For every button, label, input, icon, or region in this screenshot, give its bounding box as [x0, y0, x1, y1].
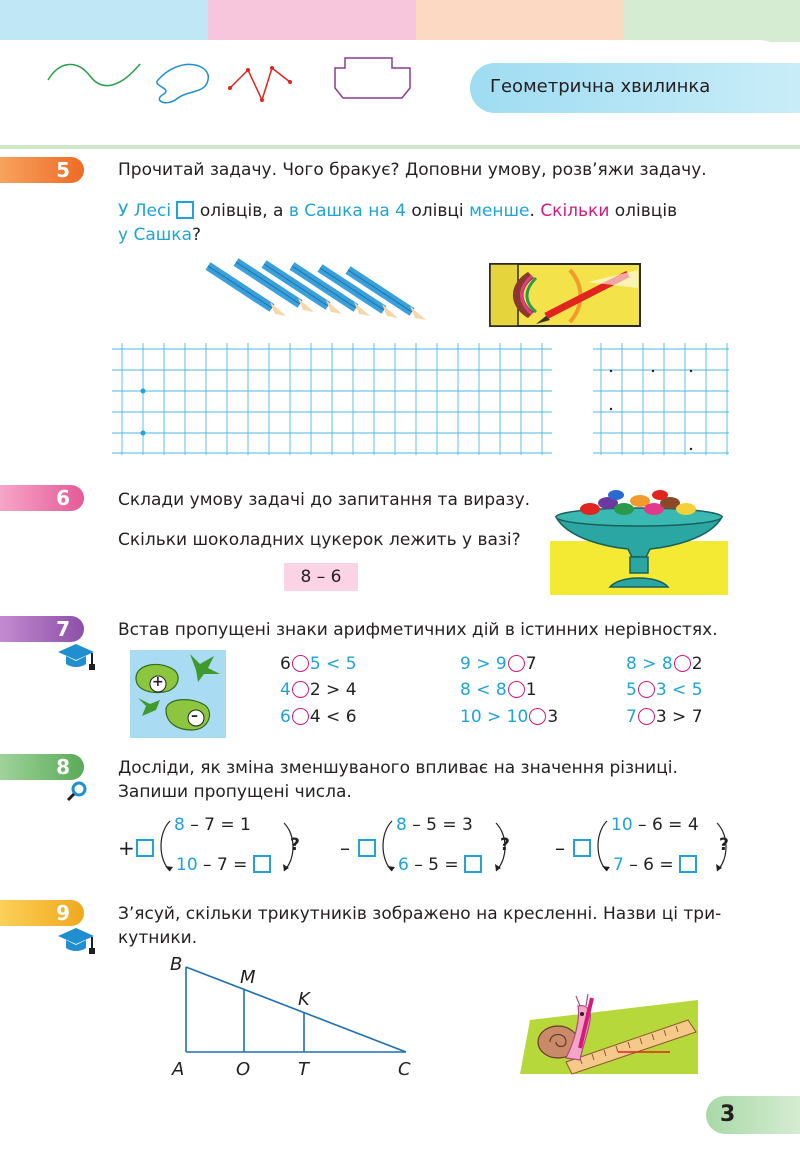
magnifier-icon — [66, 780, 88, 802]
graduation-cap-icon — [56, 926, 98, 954]
inequality — [460, 678, 537, 702]
task-8-line-2: Запиши пропущені числа. — [118, 782, 352, 802]
equation-top — [174, 815, 251, 835]
blank-circle[interactable] — [292, 655, 309, 672]
task-7-number: 7 — [0, 616, 84, 642]
equation-bottom — [398, 855, 482, 875]
inequality — [280, 705, 357, 729]
eq-bot-b: – 5 = — [408, 855, 459, 875]
blank-circle[interactable] — [292, 681, 309, 698]
task-9-number: 9 — [0, 900, 84, 926]
task-6-line-1: Склади умову задачі до запитання та виразу. — [118, 490, 531, 510]
task-5-number: 5 — [0, 157, 84, 183]
eq-top-a: 8 — [174, 815, 185, 835]
ineq-left: 6 — [280, 707, 291, 727]
blank-box[interactable] — [464, 855, 482, 873]
eq-bot-a: 6 — [398, 855, 409, 875]
blank-circle[interactable] — [508, 681, 525, 698]
ineq-left: 5 — [626, 680, 637, 700]
eq-bot-a: 7 — [613, 855, 624, 875]
candy-vase-illustration — [550, 487, 728, 595]
task-5-text-10: ? — [192, 225, 202, 245]
label-c: C — [398, 1059, 411, 1080]
blank-circle[interactable] — [529, 708, 546, 725]
blank-box[interactable] — [679, 855, 697, 873]
task-5-text-3: в Сашка на 4 — [288, 201, 406, 221]
task-5-text-4: олівці — [405, 201, 470, 221]
ineq-right: 7 — [525, 654, 537, 674]
equation-group-1 — [118, 815, 308, 879]
eq-bot-b: – 7 = — [197, 855, 248, 875]
ineq-right: 1 — [525, 680, 537, 700]
blank-box[interactable] — [176, 201, 194, 219]
inequality — [460, 705, 558, 729]
equation-group-2 — [340, 815, 520, 879]
task-5-text-6: . — [529, 201, 541, 221]
inequality — [460, 652, 537, 676]
operation: + — [118, 836, 135, 860]
task-8-line-1: Досліди, як зміна зменшуваного впливає на значення різниці. — [118, 758, 678, 778]
ineq-left: 6 — [280, 654, 291, 674]
ineq-left: 7 — [626, 707, 637, 727]
equation-top — [396, 815, 473, 835]
blank-circle[interactable] — [292, 708, 309, 725]
ineq-right: 4 < 6 — [309, 707, 357, 727]
ineq-right: 5 < 5 — [309, 654, 357, 674]
task-9-line-1: З’ясуй, скільки трикутників зображено на кресленні. Назви ці три- — [118, 904, 722, 924]
blank-circle[interactable] — [674, 655, 691, 672]
ineq-right: 3 < 5 — [655, 680, 703, 700]
grid-right — [593, 343, 729, 455]
pencil-box-illustration — [488, 262, 644, 328]
ineq-right: 3 — [547, 707, 559, 727]
task-6-number: 6 — [0, 485, 84, 511]
task-5-text-5: менше — [469, 201, 530, 221]
task-9-line-2: кутники. — [118, 928, 198, 948]
task-5-text-1: У Лесі — [118, 201, 177, 221]
equation-bottom — [176, 855, 271, 875]
task-8-number: 8 — [0, 754, 84, 780]
eq-top-b: – 6 = 4 — [632, 815, 699, 835]
label-t: T — [298, 1059, 309, 1080]
blank-box[interactable] — [573, 839, 591, 857]
plus-sign: + — [152, 674, 164, 690]
ineq-left: 8 > 8 — [626, 654, 673, 674]
section-title-badge — [470, 63, 800, 113]
operation: – — [555, 836, 565, 860]
blank-box[interactable] — [358, 839, 376, 857]
equation-top — [611, 815, 699, 835]
ineq-right: 2 — [691, 654, 703, 674]
eq-bot-a: 10 — [176, 855, 198, 875]
label-b: B — [170, 955, 183, 975]
task-5-problem — [118, 199, 738, 247]
eq-top-b: – 5 = 3 — [406, 815, 473, 835]
task-6-expression-text: 8 – 6 — [300, 567, 342, 587]
inequality — [626, 678, 703, 702]
question-mark: ? — [500, 835, 510, 855]
minus-sign: – — [191, 708, 198, 724]
blank-box[interactable] — [253, 855, 271, 873]
header-color-bar — [0, 0, 800, 42]
inequalities-grid — [280, 652, 730, 732]
question-mark: ? — [719, 835, 729, 855]
label-o: O — [236, 1059, 251, 1080]
eq-top-a: 8 — [396, 815, 407, 835]
ineq-left: 9 > 9 — [460, 654, 507, 674]
triangle-diagram — [160, 955, 430, 1080]
ineq-left: 4 — [280, 680, 291, 700]
grid-left — [112, 343, 552, 455]
page-number: 3 — [720, 1102, 736, 1127]
blank-box[interactable] — [136, 839, 154, 857]
blank-circle[interactable] — [638, 708, 655, 725]
task-5-text-9: у Сашка — [118, 225, 192, 245]
header-divider — [0, 145, 800, 149]
task-7-instruction: Встав пропущені знаки арифметичних дій в істинних нерівностях. — [118, 620, 718, 640]
task-5-text-2: олівців, а — [194, 201, 289, 221]
question-mark: ? — [290, 835, 300, 855]
task-6-line-2: Скільки шоколадних цукерок лежить у вазі? — [118, 530, 521, 550]
ineq-right: 2 > 4 — [309, 680, 357, 700]
ineq-right: 3 > 7 — [655, 707, 703, 727]
ineq-left: 10 > 10 — [460, 707, 529, 727]
operation: – — [340, 836, 350, 860]
equation-group-3 — [555, 815, 745, 879]
pencils-illustration — [200, 258, 430, 328]
task-5-text-7: Скільки — [540, 201, 610, 221]
equation-bottom — [613, 855, 697, 875]
label-m: M — [240, 967, 256, 988]
section-title: Геометрична хвилинка — [490, 76, 711, 97]
geometry-shapes-illustration — [40, 50, 420, 110]
frogs-illustration — [130, 650, 226, 738]
task-6-expression — [284, 563, 358, 591]
graduation-cap-icon — [56, 642, 98, 670]
task-5-instruction: Прочитай задачу. Чого бракує? Доповни умову, розв’яжи задачу. — [118, 160, 707, 180]
blank-circle[interactable] — [508, 655, 525, 672]
inequality — [626, 652, 703, 676]
blank-circle[interactable] — [638, 681, 655, 698]
inequality — [280, 678, 357, 702]
inequality — [626, 705, 703, 729]
eq-bot-b: – 6 = — [623, 855, 674, 875]
snail-ruler-illustration — [520, 988, 698, 1076]
ineq-left: 8 < 8 — [460, 680, 507, 700]
eq-top-b: – 7 = 1 — [184, 815, 251, 835]
eq-top-a: 10 — [611, 815, 633, 835]
label-a: A — [172, 1059, 185, 1080]
inequality — [280, 652, 357, 676]
task-5-text-8: олівців — [609, 201, 678, 221]
label-k: K — [298, 989, 310, 1010]
page-number-badge — [706, 1096, 800, 1134]
